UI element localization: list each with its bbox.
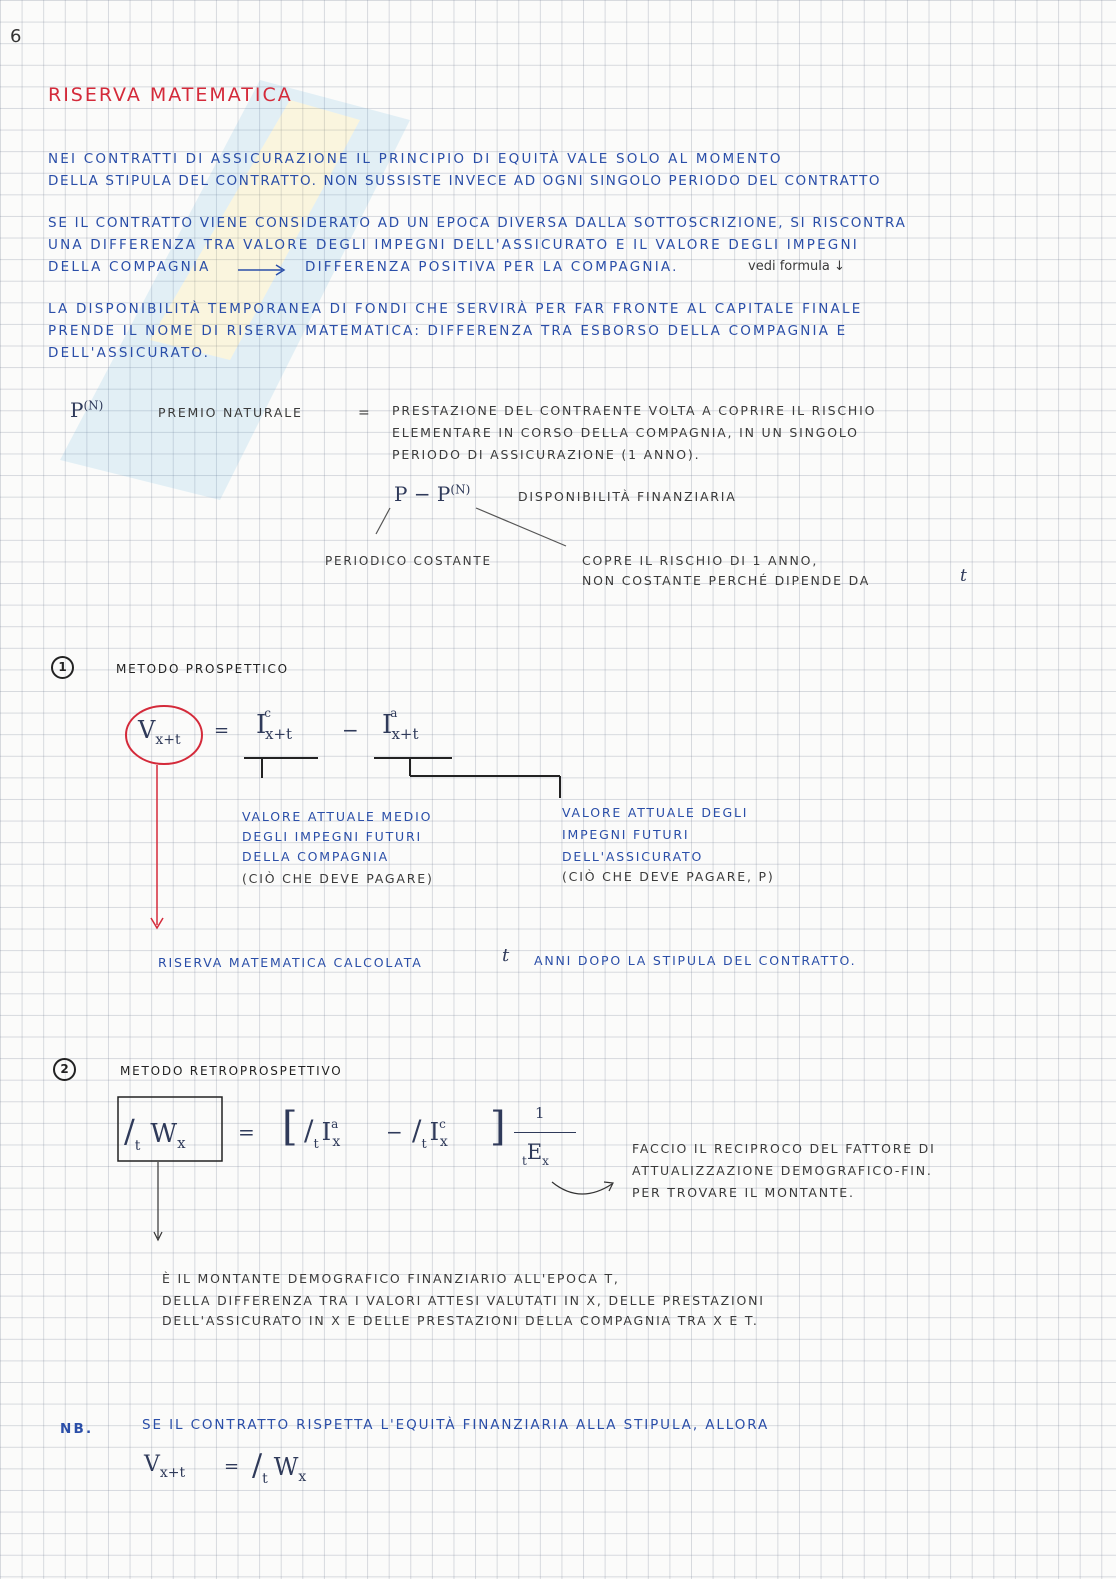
reciprocal-note-line3: PER TROVARE IL MONTANTE. [632, 1185, 855, 1200]
method-1-number: 1 [51, 656, 74, 679]
fraction-denominator: $_tE_x$ [522, 1140, 549, 1168]
retro-insured-term: $/_t$ $I^a_x$ [304, 1114, 341, 1152]
natural-premium-label: PREMIO NATURALE [158, 405, 303, 420]
retro-reserve-symbol: $/_t$ $W_x$ [124, 1112, 186, 1154]
page-title: RISERVA MATEMATICA [48, 84, 293, 106]
risk-note-line1: COPRE IL RISCHIO DI 1 ANNO, [582, 553, 819, 568]
see-formula-note: vedi formula ↓ [748, 259, 845, 274]
constant-periodic-note: PERIODICO COSTANTE [325, 554, 492, 568]
intro-p2-line3-right: DIFFERENZA POSITIVA PER LA COMPAGNIA. [305, 259, 679, 275]
reciprocal-note-line1: FACCIO IL RECIPROCO DEL FATTORE DI [632, 1141, 936, 1156]
intro-p3-line3: DELL'ASSICURATO. [48, 345, 211, 361]
insured-desc-line2: IMPEGNI FUTURI [562, 827, 690, 842]
method-2-minus: − [386, 1120, 403, 1144]
reserve-symbol: $V_{x+t}$ [138, 716, 181, 748]
method-2-title: METODO RETROPROSPETTIVO [120, 1064, 343, 1078]
intro-p2-line2: UNA DIFFERENZA TRA VALORE DEGLI IMPEGNI DELL'ASSICURATO E IL VALORE DEGLI IMPEGNI [48, 237, 859, 253]
risk-note-line2: NON COSTANTE PERCHÉ DIPENDE DA [582, 573, 871, 588]
risk-note-variable: t [960, 566, 967, 586]
reserve-result-prefix: RISERVA MATEMATICA CALCOLATA [158, 955, 423, 970]
nb-rhs: $/_t$ $W_x$ [252, 1448, 307, 1487]
reciprocal-note-line2: ATTUALIZZAZIONE DEMOGRAFICO-FIN. [632, 1163, 933, 1178]
intro-p2-line3-left: DELLA COMPAGNIA [48, 259, 211, 275]
nb-text: SE IL CONTRATTO RISPETTA L'EQUITÀ FINANZIARIA ALLA STIPULA, ALLORA [142, 1417, 770, 1433]
insured-desc-line4: (CIÒ CHE DEVE PAGARE, P) [562, 869, 775, 884]
method-1-title: METODO PROSPETTICO [116, 662, 289, 676]
premium-difference-formula: $P - P^{(N)}$ [394, 482, 471, 506]
retro-explain-line3: DELL'ASSICURATO IN X E DELLE PRESTAZIONI DELLA COMPAGNIA TRA X E T. [162, 1313, 759, 1328]
natural-premium-def-line1: PRESTAZIONE DEL CONTRAENTE VOLTA A COPRIRE IL RISCHIO [392, 403, 877, 418]
reserve-circle [126, 706, 202, 764]
method-1-equals: = [214, 720, 230, 741]
insured-commitments-term: $I^a_{x+t}$ [382, 706, 419, 743]
nb-label: NB. [60, 1421, 94, 1437]
intro-p3-line1: LA DISPONIBILITÀ TEMPORANEA DI FONDI CHE SERVIRÀ PER FAR FRONTE AL CAPITALE FINALE [48, 301, 863, 317]
financial-availability-label: DISPONIBILITÀ FINANZIARIA [518, 489, 737, 504]
method-2-equals: = [238, 1120, 255, 1144]
company-desc-line3: DELLA COMPAGNIA [242, 849, 389, 864]
intro-p3-line2: PRENDE IL NOME DI RISERVA MATEMATICA: DIFFERENZA TRA ESBORSO DELLA COMPAGNIA E [48, 323, 848, 339]
bracket-open: [ [282, 1104, 298, 1150]
bracket-close: ] [490, 1104, 506, 1150]
company-desc-line2: DEGLI IMPEGNI FUTURI [242, 829, 422, 844]
company-desc-line4: (CIÒ CHE DEVE PAGARE) [242, 871, 434, 886]
intro-p2-line1: SE IL CONTRATTO VIENE CONSIDERATO AD UN EPOCA DIVERSA DALLA SOTTOSCRIZIONE, SI RISCONTRA [48, 215, 907, 231]
reserve-result-suffix: ANNI DOPO LA STIPULA DEL CONTRATTO. [534, 953, 857, 968]
reserve-result-variable: t [502, 945, 510, 966]
intro-p1-line1: NEI CONTRATTI DI ASSICURAZIONE IL PRINCIPIO DI EQUITÀ VALE SOLO AL MOMENTO [48, 151, 783, 167]
retro-explain-line1: È IL MONTANTE DEMOGRAFICO FINANZIARIO ALL'EPOCA T, [162, 1271, 620, 1286]
insured-desc-line3: DELL'ASSICURATO [562, 849, 704, 864]
fraction-numerator: 1 [535, 1104, 545, 1122]
intro-p1-line2: DELLA STIPULA DEL CONTRATTO. NON SUSSISTE INVECE AD OGNI SINGOLO PERIODO DEL CONTRATTO [48, 173, 882, 189]
natural-premium-symbol: $P^{(N)}$ [70, 398, 104, 422]
method-2-number: 2 [53, 1058, 76, 1081]
natural-premium-def-line3: PERIODO DI ASSICURAZIONE (1 ANNO). [392, 447, 701, 462]
nb-lhs: $V_{x+t}$ [144, 1452, 186, 1481]
natural-premium-equals: = [358, 405, 370, 421]
retro-explain-line2: DELLA DIFFERENZA TRA I VALORI ATTESI VALUTATI IN X, DELLE PRESTAZIONI [162, 1293, 765, 1308]
natural-premium-def-line2: ELEMENTARE IN CORSO DELLA COMPAGNIA, IN UN SINGOLO [392, 425, 859, 440]
retro-company-term: $/_t$ $I^c_x$ [412, 1114, 448, 1152]
company-desc-line1: VALORE ATTUALE MEDIO [242, 809, 433, 824]
company-commitments-term: $I^c_{x+t}$ [256, 706, 293, 743]
nb-equals: = [224, 1456, 240, 1477]
insured-desc-line1: VALORE ATTUALE DEGLI [562, 805, 749, 820]
page-number: 6 [10, 26, 22, 47]
method-1-minus: − [342, 718, 359, 742]
